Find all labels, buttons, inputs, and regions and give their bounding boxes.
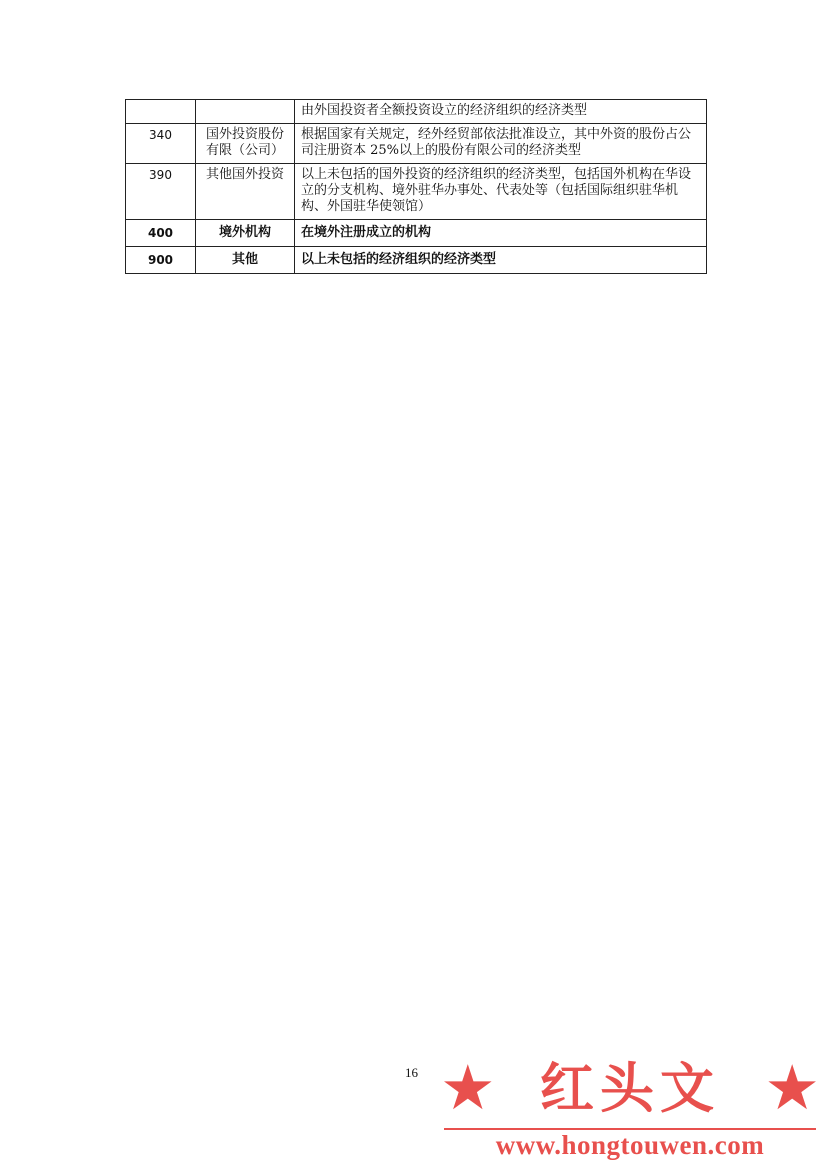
type-description: 以上未包括的国外投资的经济组织的经济类型，包括国外机构在华设立的分支机构、境外驻华办事处、代表处等（包括国际组织驻华机构、外国驻华使领馆） <box>295 164 707 220</box>
economic-type-table <box>125 99 707 274</box>
type-description: 由外国投资者全额投资设立的经济组织的经济类型 <box>295 100 707 124</box>
watermark-logo <box>440 1048 820 1163</box>
watermark-banner <box>440 1048 820 1128</box>
table-row <box>126 164 707 220</box>
star-icon: ★ <box>764 1051 820 1124</box>
star-icon: ★ <box>440 1051 496 1124</box>
table-row <box>126 124 707 164</box>
type-name <box>196 100 295 124</box>
watermark-title: 红头文 <box>540 1056 720 1120</box>
type-name: 境外机构 <box>196 220 295 247</box>
type-code: 340 <box>126 124 196 164</box>
table-row <box>126 220 707 247</box>
type-code: 400 <box>126 220 196 247</box>
table-row <box>126 247 707 274</box>
type-name: 国外投资股份有限（公司） <box>196 124 295 164</box>
type-description: 以上未包括的经济组织的经济类型 <box>295 247 707 274</box>
type-description: 根据国家有关规定，经外经贸部依法批准设立，其中外资的股份占公司注册资本 25%以上的股份有限公司的经济类型 <box>295 124 707 164</box>
type-code: 900 <box>126 247 196 274</box>
type-description: 在境外注册成立的机构 <box>295 220 707 247</box>
watermark-url: www.hongtouwen.com <box>495 1130 765 1160</box>
table-row <box>126 100 707 124</box>
type-code: 390 <box>126 164 196 220</box>
page-number: 16 <box>405 1065 418 1080</box>
type-name: 其他 <box>196 247 295 274</box>
type-code <box>126 100 196 124</box>
type-name: 其他国外投资 <box>196 164 295 220</box>
